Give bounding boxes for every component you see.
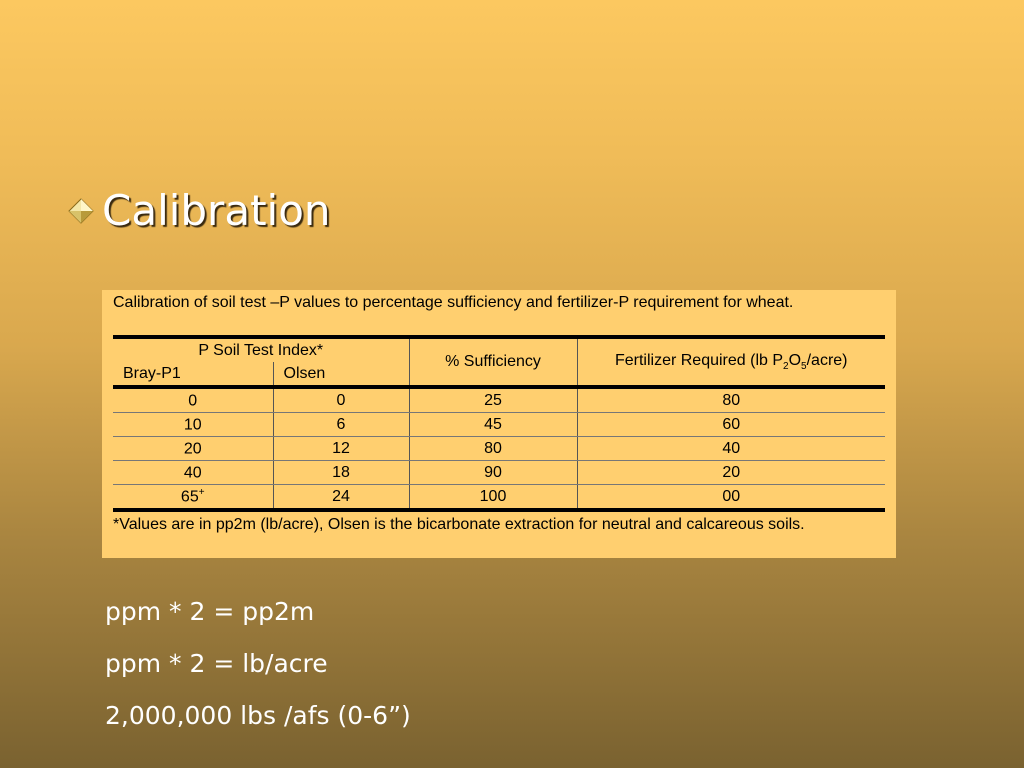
calibration-table — [113, 335, 885, 512]
cell-fertilizer: 00 — [577, 485, 885, 511]
cell-olsen: 0 — [273, 387, 409, 413]
diamond-bullet-icon — [68, 198, 94, 224]
cell-olsen: 18 — [273, 461, 409, 485]
cell-fertilizer: 60 — [577, 413, 885, 437]
cell-sufficiency: 100 — [409, 485, 577, 511]
formula-line-1: ppm * 2 = pp2m — [105, 597, 315, 626]
cell-fertilizer: 40 — [577, 437, 885, 461]
table-row — [113, 461, 885, 485]
formula-line-3: 2,000,000 lbs /afs (0-6”) — [105, 701, 411, 730]
col-header-bray: Bray-P1 — [123, 364, 181, 382]
cell-bray: 20 — [113, 437, 273, 461]
table-row — [113, 387, 885, 413]
header-row-1 — [113, 337, 885, 362]
cell-olsen: 6 — [273, 413, 409, 437]
slide-title: Calibration — [102, 186, 331, 235]
table-panel — [102, 290, 896, 558]
cell-olsen: 12 — [273, 437, 409, 461]
cell-sufficiency: 25 — [409, 387, 577, 413]
group-header: P Soil Test Index* — [198, 341, 324, 359]
table-row — [113, 437, 885, 461]
cell-olsen: 24 — [273, 485, 409, 511]
cell-sufficiency: 45 — [409, 413, 577, 437]
formula-line-2: ppm * 2 = lb/acre — [105, 649, 328, 678]
col-header-fertilizer: Fertilizer Required (lb $P_2O_5/acre$) — [577, 337, 885, 387]
cell-bray-superscript: + — [198, 486, 205, 498]
title-row — [68, 186, 331, 235]
cell-sufficiency: 80 — [409, 437, 577, 461]
cell-bray: 40 — [113, 461, 273, 485]
table-row — [113, 485, 885, 511]
col-header-olsen: Olsen — [273, 362, 409, 387]
table-footnote: *Values are in pp2m (lb/acre), Olsen is the bicarbonate extraction for neutral and calcareous soils. — [113, 516, 805, 533]
cell-fertilizer: 20 — [577, 461, 885, 485]
cell-sufficiency: 90 — [409, 461, 577, 485]
table-caption: Calibration of soil test –P values to percentage sufficiency and fertilizer-P requirement for wheat. — [113, 294, 794, 311]
cell-bray: 0 — [113, 387, 273, 413]
cell-bray: 65+ — [180, 486, 205, 506]
cell-fertilizer: 80 — [577, 387, 885, 413]
cell-bray: 10 — [113, 413, 273, 437]
table-row — [113, 413, 885, 437]
col-header-sufficiency: % Sufficiency — [409, 337, 577, 387]
